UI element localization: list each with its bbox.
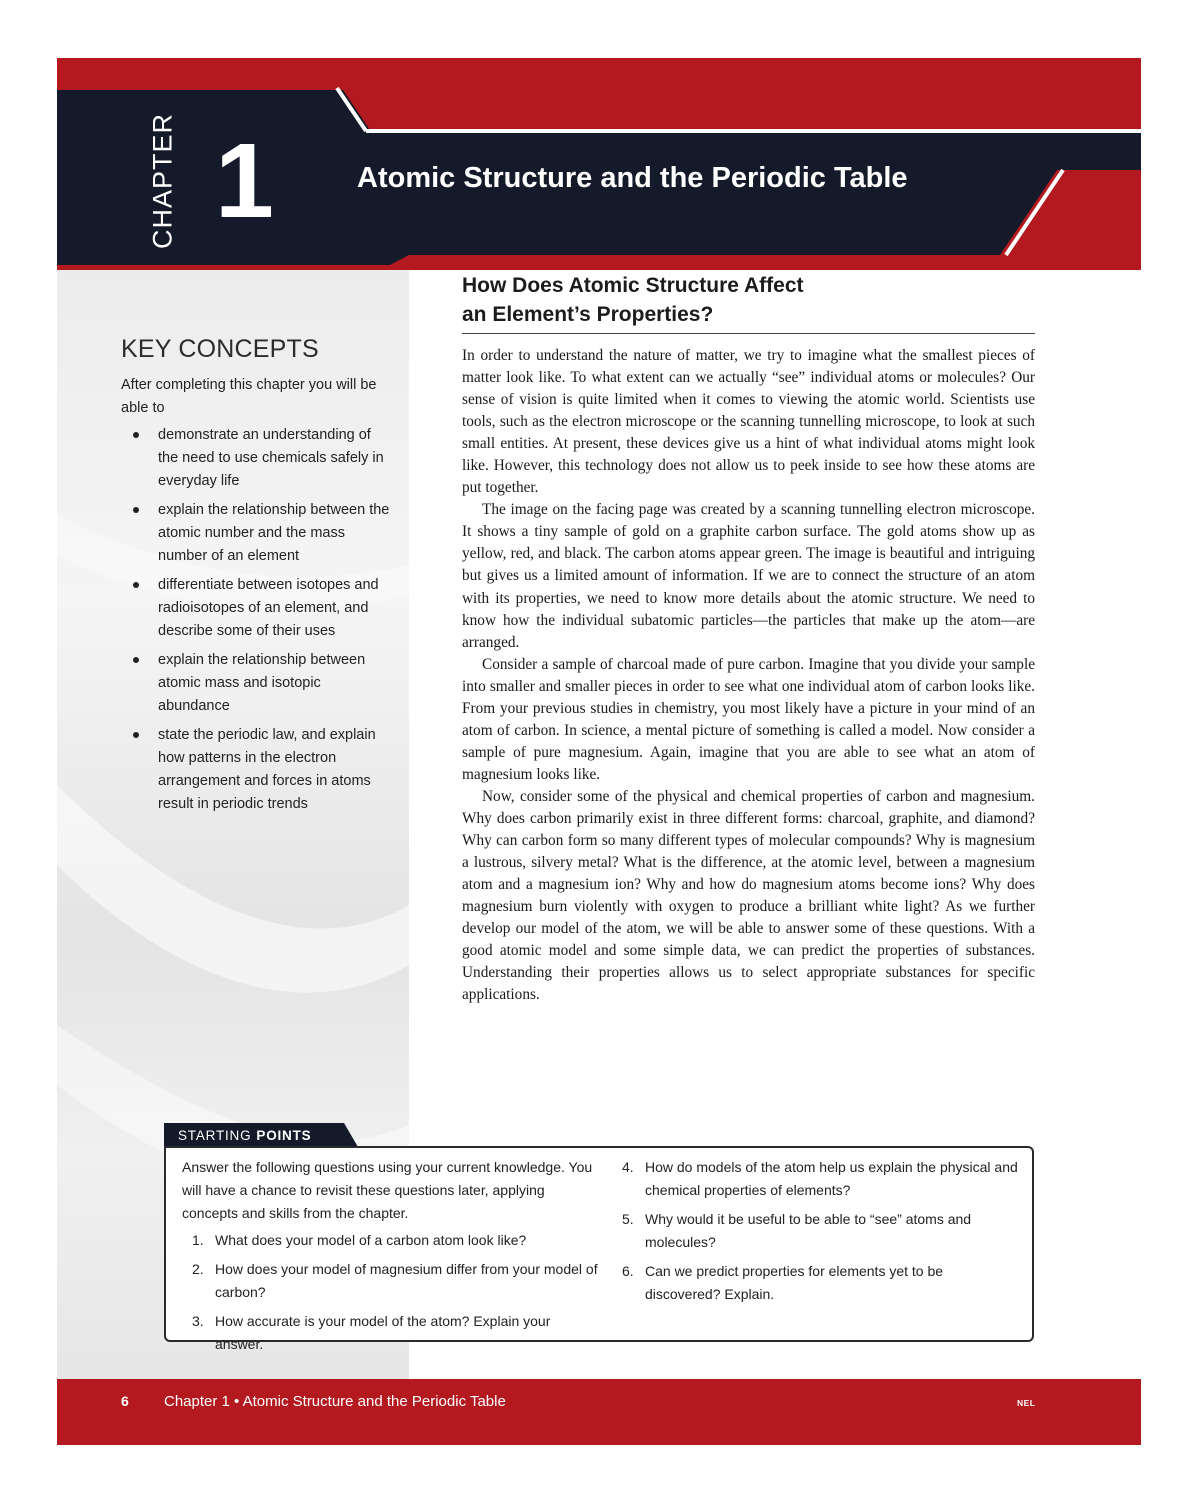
article-paragraph: The image on the facing page was created by a scanning tunnelling electron microscope. It shows a tiny sample of gold on a graphite carbon surface. The gold atoms show up as yellow, red, and black. The carbon atoms appear green. The image is beautiful and intriguing but gives us a limited amount of information. If we are to connect the structure of an atom with its properties, we need to know more details about the atomic structure. We need to know how the individual subatomic particles—the particles that make up the atom—are arranged. [462, 501, 1035, 651]
chapter-number: 1 [215, 122, 274, 240]
article-paragraph: In order to understand the nature of matter, we try to imagine what the smallest pieces of matter look like. To what extent can we actually “see” individual atoms or molecules? Our sense of vision is quite limited when it comes to viewing the atomic world. Scientists use tools, such as the electron microscope or the scanning tunnelling microscope, to look at such small entities. At present, these devices give us a hint of what individual atoms might look like. However, this technology does not allow us to peek inside to see how these atoms are put together. [462, 347, 1035, 497]
starting-points-intro: Answer the following questions using your current knowledge. You will have a chance to revisit these questions later, applying concepts and skills from the chapter. [182, 1159, 593, 1221]
running-title: Chapter 1 • Atomic Structure and the Periodic Table [164, 1393, 506, 1410]
key-concept-item: demonstrate an understanding of the need to use chemicals safely in everyday life [121, 424, 391, 493]
question-item: 5. Why would it be useful to be able to “see” atoms and molecules? [622, 1211, 972, 1250]
svg-text:STARTINGPOINTS: STARTING POINTS [178, 1128, 312, 1143]
article-body [462, 345, 1035, 1006]
chapter-title: Atomic Structure and the Periodic Table [357, 162, 908, 194]
key-concept-item: differentiate between isotopes and radioisotopes of an element, and describe some of their uses [121, 574, 391, 643]
bullet-icon [133, 432, 139, 438]
key-concepts-list [121, 424, 391, 822]
bullet-icon [133, 657, 139, 663]
starting-points-tab [164, 1123, 359, 1147]
starting-points-questions-left [182, 1229, 602, 1362]
question-item: 6. Can we predict properties for elements yet to be discovered? Explain. [622, 1263, 944, 1302]
key-concept-item: explain the relationship between atomic mass and isotopic abundance [121, 649, 391, 718]
article-paragraph: Now, consider some of the physical and chemical properties of carbon and magnesium. Why does carbon primarily exist in three different forms: charcoal, graphite, and diamond? Why can carbon form so many different types of molecular compounds? Why is magnesium a lustrous, silvery metal? What is the difference, at the atomic level, between a magnesium atom and a magnesium ion? Why and how do magnesium atoms become ions? Why does magnesium burn violently with oxygen to produce a brilliant white light? As we further develop our model of the atom, we will be able to answer some of these questions. With a good atomic model and some simple data, we can predict the properties of substances. Understanding their properties allows us to select appropriate substances for specific applications. [462, 787, 1035, 1004]
article-paragraph: Consider a sample of charcoal made of pure carbon. Imagine that you divide your sample into smaller and smaller pieces in order to see what one individual atom of carbon looks like. From your previous studies in chemistry, you most likely have a picture in your mind of an atom of carbon. In science, a mental picture of something is called a model. Now consider a sample of pure magnesium. Again, imagine that you are able to see what an atom of magnesium looks like. [462, 655, 1035, 783]
heading-divider [462, 333, 1035, 334]
key-concepts-heading: KEY CONCEPTS [121, 335, 319, 363]
bullet-icon [133, 732, 139, 738]
bullet-icon [133, 582, 139, 588]
page-number: 6 [121, 1393, 129, 1409]
footer-bar [57, 1379, 1141, 1445]
bullet-icon [133, 507, 139, 513]
key-concepts-intro: After completing this chapter you will be able to [121, 377, 377, 416]
question-item: 2. How does your model of magnesium differ from your model of carbon? [192, 1261, 598, 1300]
question-item: 4. How do models of the atom help us explain the physical and chemical properties of elements? [622, 1159, 1018, 1198]
publisher-mark: NEL [1017, 1398, 1036, 1408]
question-item: 1. What does your model of a carbon atom look like? [192, 1232, 527, 1248]
starting-points-questions-right [612, 1156, 1022, 1312]
key-concept-item: state the periodic law, and explain how patterns in the electron arrangement and forces in atoms result in periodic trends [121, 724, 391, 816]
article-heading: How Does Atomic Structure Affect an Element’s Properties? [462, 274, 804, 326]
key-concept-item: explain the relationship between the atomic number and the mass number of an element [121, 499, 391, 568]
chapter-label: CHAPTER [147, 112, 178, 250]
question-item: 3. How accurate is your model of the atom? Explain your answer. [192, 1313, 551, 1352]
